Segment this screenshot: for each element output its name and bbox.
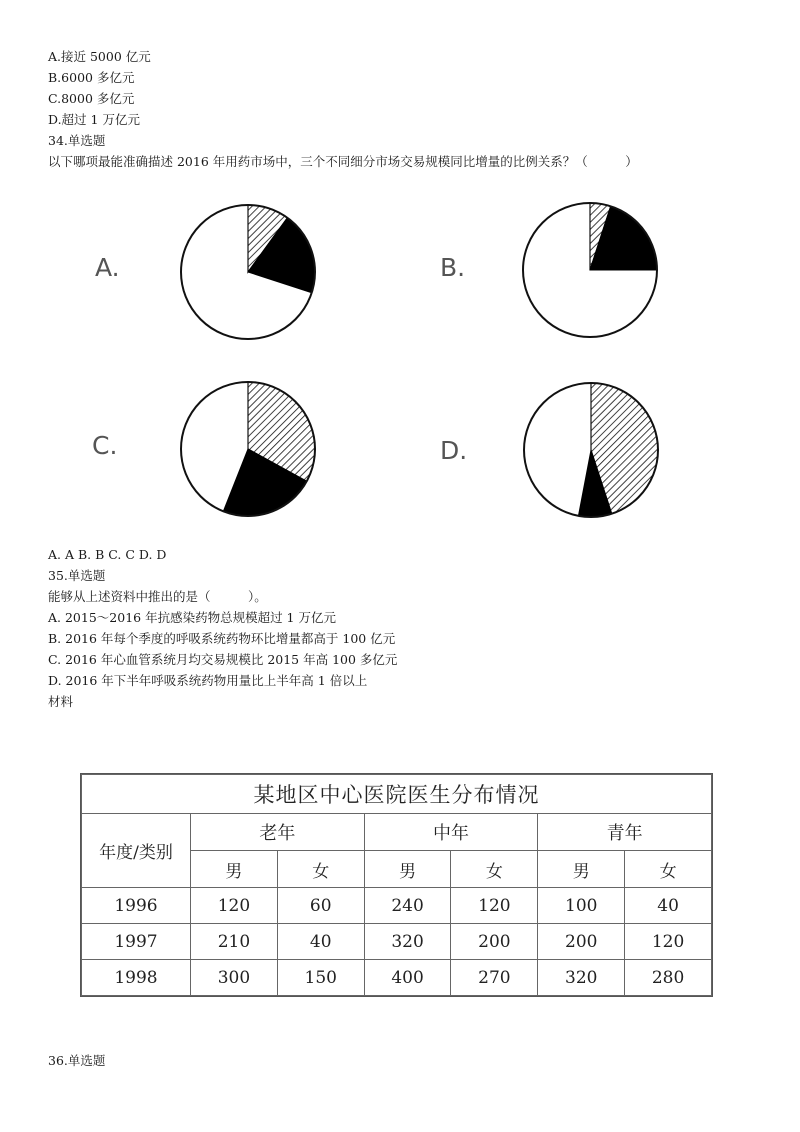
sub-header: 男 bbox=[538, 851, 625, 888]
pie-chart-d bbox=[521, 380, 661, 520]
pie-chart-c bbox=[178, 379, 318, 519]
table-cell: 60 bbox=[277, 888, 364, 924]
table-cell: 40 bbox=[625, 888, 712, 924]
option-c: C.8000 多亿元 bbox=[48, 91, 135, 106]
table-row bbox=[82, 888, 712, 924]
question-35-number: 35.单选题 bbox=[48, 568, 106, 583]
material-label: 材料 bbox=[48, 694, 74, 709]
year-cell: 1997 bbox=[82, 924, 191, 960]
table-cell: 240 bbox=[364, 888, 451, 924]
option-b: B.6000 多亿元 bbox=[48, 70, 135, 85]
option-a: A.接近 5000 亿元 bbox=[48, 49, 151, 64]
group-middle: 中年 bbox=[364, 814, 538, 851]
question-34-number: 34.单选题 bbox=[48, 133, 106, 148]
pie-d-label: D. bbox=[440, 436, 468, 465]
table-cell: 200 bbox=[538, 924, 625, 960]
question-34-options: A. A B. B C. C D. D bbox=[48, 547, 167, 562]
table-cell: 320 bbox=[538, 960, 625, 996]
q35-option-c: C. 2016 年心血管系统月均交易规模比 2015 年高 100 多亿元 bbox=[48, 652, 398, 667]
table-cell: 280 bbox=[625, 960, 712, 996]
table-row bbox=[82, 960, 712, 996]
pie-b-label: B. bbox=[440, 253, 466, 282]
table-cell: 40 bbox=[277, 924, 364, 960]
pie-chart-b bbox=[520, 200, 660, 340]
table-cell: 270 bbox=[451, 960, 538, 996]
pie-chart-a bbox=[178, 202, 318, 342]
doctor-distribution-table bbox=[80, 773, 713, 997]
question-36-number: 36.单选题 bbox=[48, 1053, 106, 1068]
sub-header: 男 bbox=[191, 851, 278, 888]
question-34-text: 以下哪项最能准确描述 2016 年用药市场中，三个不同细分市场交易规模同比增量的比例关系？（ ） bbox=[48, 154, 638, 169]
group-young: 青年 bbox=[538, 814, 712, 851]
table-cell: 150 bbox=[277, 960, 364, 996]
table-cell: 120 bbox=[451, 888, 538, 924]
pie-c-label: C. bbox=[92, 431, 118, 460]
sub-header: 女 bbox=[277, 851, 364, 888]
table-cell: 210 bbox=[191, 924, 278, 960]
sub-header: 男 bbox=[364, 851, 451, 888]
table-cell: 300 bbox=[191, 960, 278, 996]
table-cell: 320 bbox=[364, 924, 451, 960]
sub-header: 女 bbox=[451, 851, 538, 888]
q35-option-d: D. 2016 年下半年呼吸系统药物用量比上半年高 1 倍以上 bbox=[48, 673, 368, 688]
question-35-text: 能够从上述资料中推出的是（ ）。 bbox=[48, 589, 267, 604]
row-header: 年度/类别 bbox=[82, 814, 191, 888]
table-title: 某地区中心医院医生分布情况 bbox=[82, 775, 712, 814]
table-cell: 400 bbox=[364, 960, 451, 996]
table-cell: 120 bbox=[191, 888, 278, 924]
table-row bbox=[82, 924, 712, 960]
table-cell: 100 bbox=[538, 888, 625, 924]
q35-option-b: B. 2016 年每个季度的呼吸系统药物环比增量都高于 100 亿元 bbox=[48, 631, 396, 646]
group-old: 老年 bbox=[191, 814, 365, 851]
table-cell: 200 bbox=[451, 924, 538, 960]
year-cell: 1996 bbox=[82, 888, 191, 924]
option-d: D.超过 1 万亿元 bbox=[48, 112, 140, 127]
sub-header: 女 bbox=[625, 851, 712, 888]
q35-option-a: A. 2015～2016 年抗感染药物总规模超过 1 万亿元 bbox=[48, 610, 336, 625]
table-cell: 120 bbox=[625, 924, 712, 960]
year-cell: 1998 bbox=[82, 960, 191, 996]
pie-a-label: A. bbox=[95, 253, 120, 282]
